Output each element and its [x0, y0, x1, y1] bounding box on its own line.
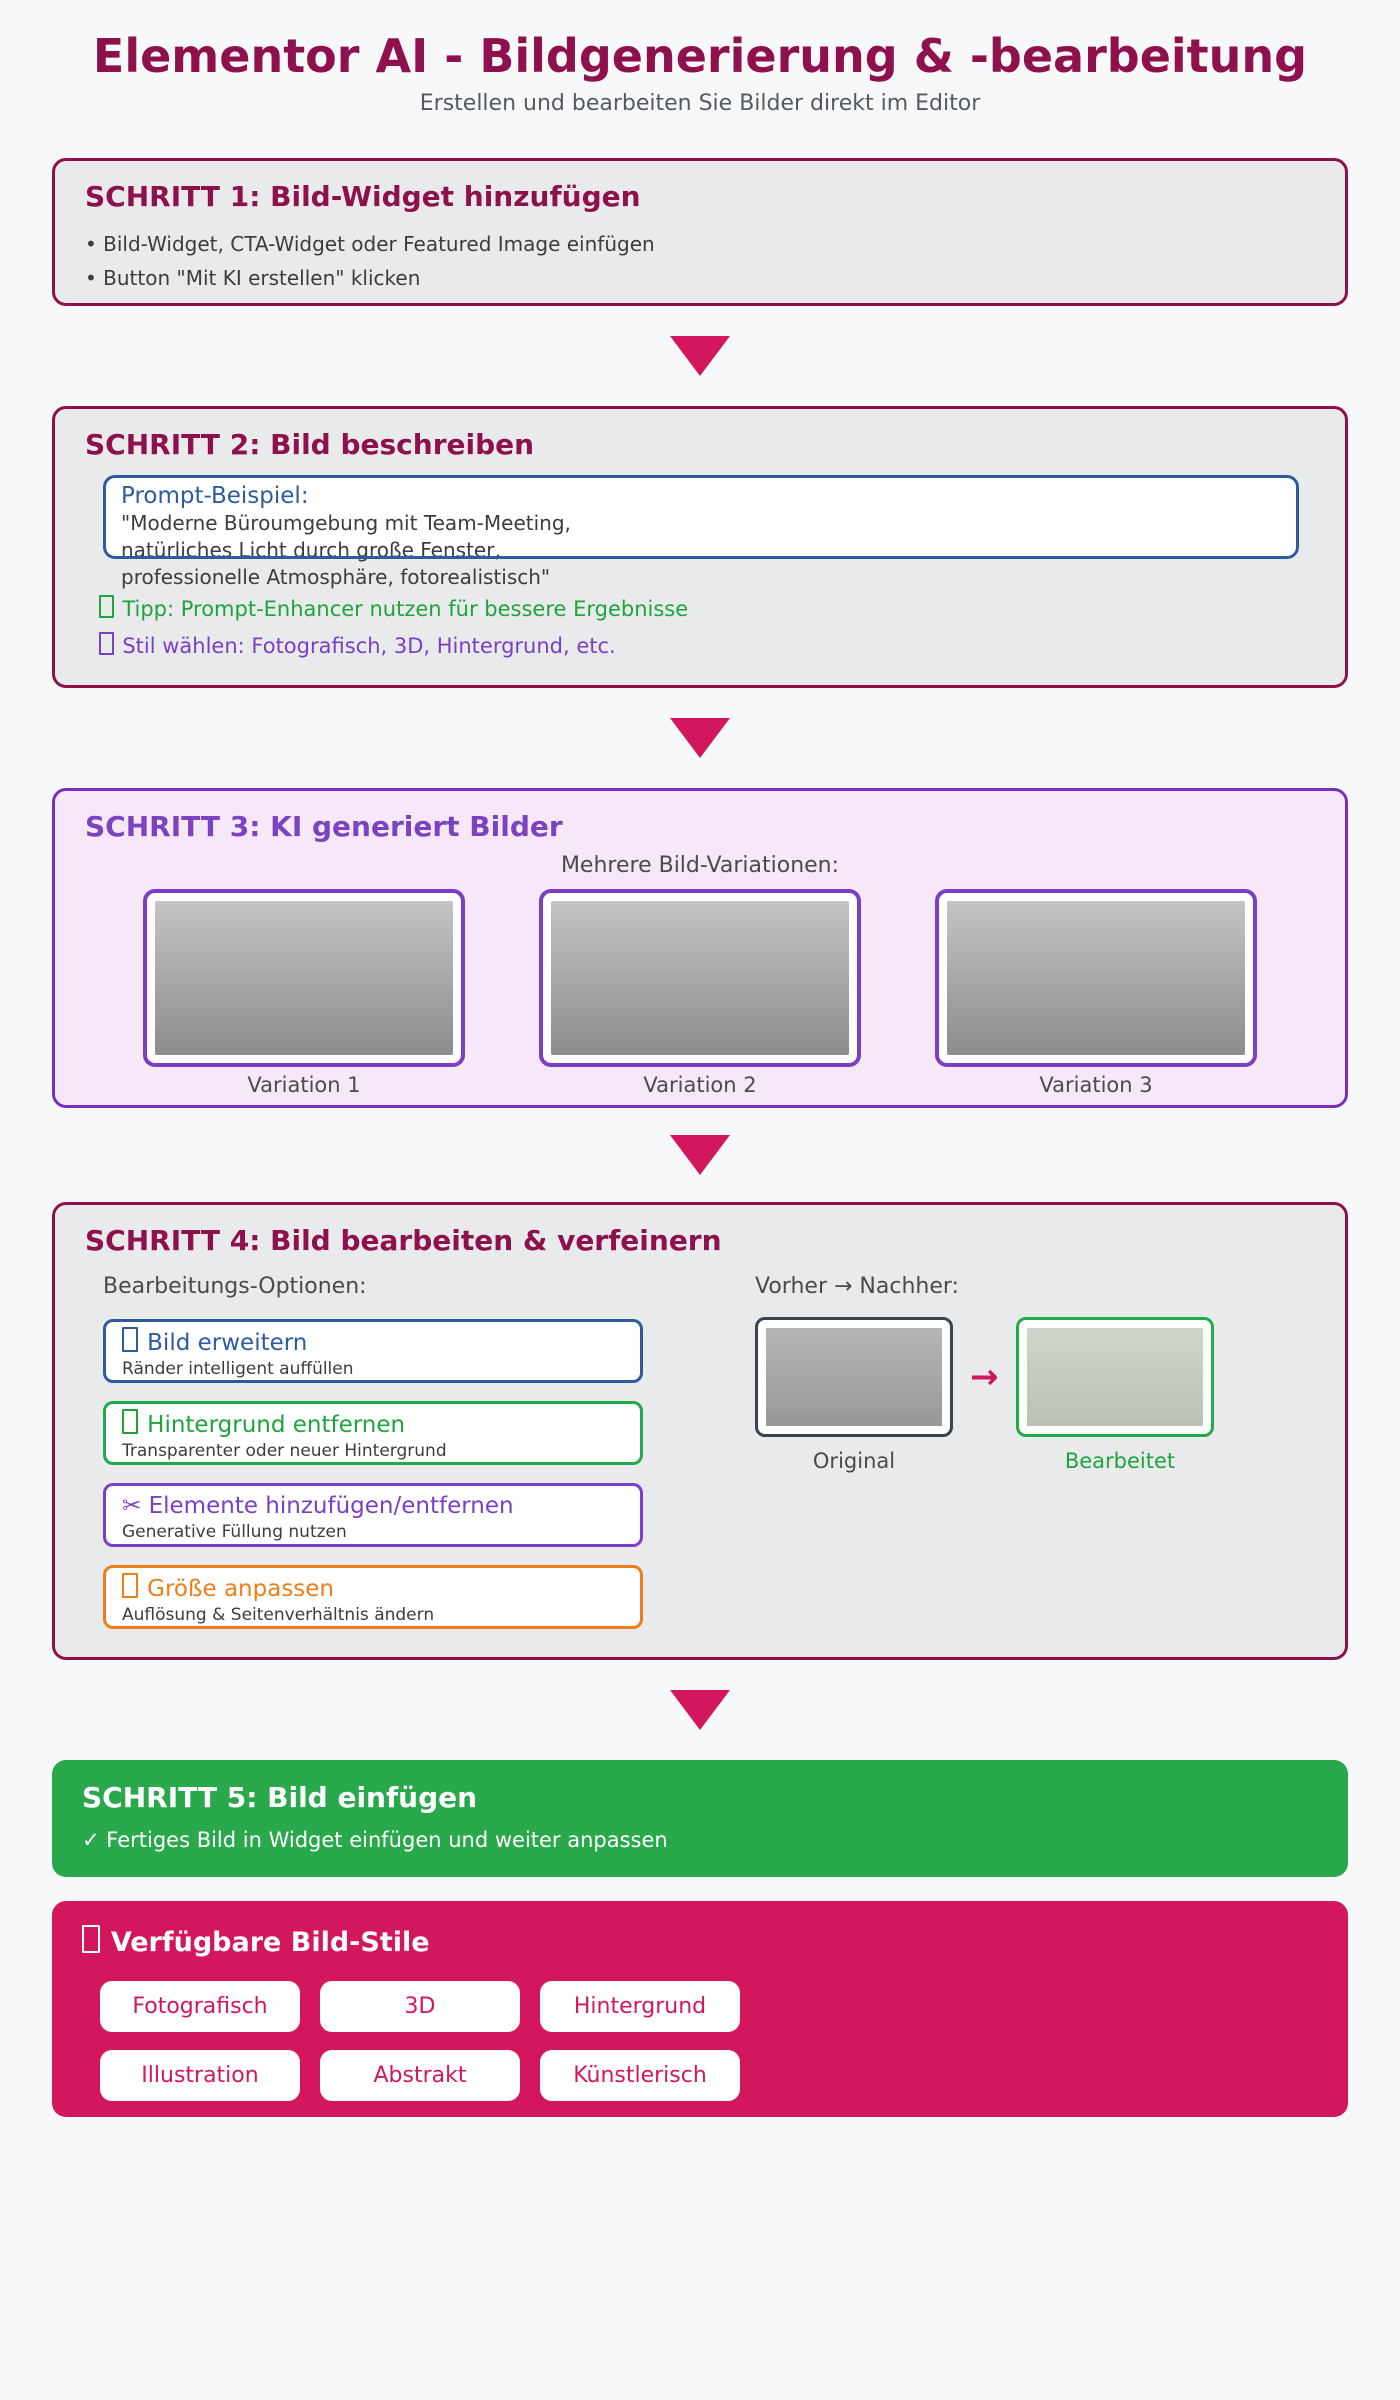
option-title: Hintergrund entfernen	[147, 1411, 406, 1438]
prompt-line: professionelle Atmosphäre, fotorealistisch"	[121, 564, 551, 589]
step1-bullet: • Bild-Widget, CTA-Widget oder Featured Image einfügen	[85, 231, 655, 256]
variation-card	[539, 889, 861, 1067]
after-label: Bearbeitet	[1064, 1448, 1176, 1473]
prompt-label: Prompt-Beispiel:	[121, 482, 309, 509]
style-pill-grid	[100, 1981, 740, 2101]
option-card-remove-background	[103, 1401, 643, 1465]
style-hint-text: Stil wählen: Fotografisch, 3D, Hintergrund, etc.	[99, 632, 1315, 658]
options-heading: Bearbeitungs-Optionen:	[103, 1273, 367, 1299]
style-pill-3d: 3D	[320, 1981, 520, 2032]
after-image-card	[1016, 1317, 1214, 1437]
variations-subtitle: Mehrere Bild-Variationen:	[560, 852, 840, 878]
flow-arrow	[52, 688, 1348, 788]
variation-label: Variation 3	[1039, 1072, 1153, 1097]
option-card-expand-image	[103, 1319, 643, 1383]
option-subtitle: Ränder intelligent auffüllen	[122, 1358, 354, 1379]
variation-label: Variation 1	[247, 1072, 361, 1097]
flow-arrow	[52, 306, 1348, 406]
step1-bullet: • Button "Mit KI erstellen" klicken	[85, 265, 421, 290]
option-title: Größe anpassen	[147, 1575, 335, 1602]
variation-image	[155, 901, 453, 1055]
missing-glyph-icon	[82, 1925, 100, 1953]
missing-glyph-icon	[99, 595, 114, 618]
option-subtitle: Transparenter oder neuer Hintergrund	[122, 1440, 447, 1461]
page-title: Elementor AI - Bildgenerierung & -bearbeitung	[92, 29, 1308, 83]
option-subtitle: Generative Füllung nutzen	[122, 1521, 347, 1542]
style-pill-hintergrund: Hintergrund	[540, 1981, 740, 2032]
before-image-card	[755, 1317, 953, 1437]
flow-arrow	[52, 1660, 1348, 1760]
style-pill-abstrakt: Abstrakt	[320, 2050, 520, 2101]
missing-glyph-icon	[122, 1409, 138, 1434]
style-pill-illustration: Illustration	[100, 2050, 300, 2101]
option-title: Bild erweitern	[147, 1329, 308, 1356]
after-image	[1027, 1328, 1203, 1426]
page-subtitle: Erstellen und bearbeiten Sie Bilder direkt im Editor	[419, 90, 981, 116]
variation-label: Variation 2	[643, 1072, 757, 1097]
arrow-down-icon	[670, 1690, 730, 1730]
styles-box	[52, 1901, 1348, 2117]
step4-box	[52, 1202, 1348, 1660]
variation-image	[551, 901, 849, 1055]
option-card-add-remove-elements	[103, 1483, 643, 1547]
variation-card	[143, 889, 465, 1067]
arrow-down-icon	[670, 1135, 730, 1175]
option-title: Elemente hinzufügen/entfernen	[148, 1492, 514, 1519]
before-image	[766, 1328, 942, 1426]
step3-title: SCHRITT 3: KI generiert Bilder	[85, 809, 563, 843]
prompt-line: natürliches Licht durch große Fenster,	[121, 537, 501, 562]
arrow-down-icon	[670, 336, 730, 376]
styles-title: Verfügbare Bild-Stile	[82, 1925, 1318, 1959]
arrow-down-icon	[670, 718, 730, 758]
variation-card	[935, 889, 1257, 1067]
option-card-resize	[103, 1565, 643, 1629]
before-label: Original	[812, 1448, 896, 1473]
tip-text: Tipp: Prompt-Enhancer nutzen für bessere Ergebnisse	[99, 595, 1315, 621]
option-subtitle: Auflösung & Seitenverhältnis ändern	[122, 1604, 435, 1625]
step1-box	[52, 158, 1348, 306]
arrow-right-icon: →	[970, 1356, 999, 1397]
prompt-line: "Moderne Büroumgebung mit Team-Meeting,	[121, 510, 571, 535]
step2-box	[52, 406, 1348, 688]
step4-title: SCHRITT 4: Bild bearbeiten & verfeinern	[85, 1223, 722, 1257]
step5-note: ✓ Fertiges Bild in Widget einfügen und weiter anpassen	[82, 1827, 668, 1852]
variation-image	[947, 901, 1245, 1055]
step5-box	[52, 1760, 1348, 1877]
step2-title: SCHRITT 2: Bild beschreiben	[85, 427, 535, 461]
style-pill-kuenstlerisch: Künstlerisch	[540, 2050, 740, 2101]
compare-heading: Vorher → Nachher:	[755, 1273, 959, 1299]
missing-glyph-icon	[99, 632, 114, 655]
flow-arrow	[52, 1108, 1348, 1202]
step1-title: SCHRITT 1: Bild-Widget hinzufügen	[85, 179, 641, 213]
prompt-example-box	[103, 475, 1299, 589]
step5-title: SCHRITT 5: Bild einfügen	[82, 1780, 478, 1814]
missing-glyph-icon	[122, 1327, 138, 1352]
missing-glyph-icon	[122, 1573, 138, 1598]
step3-box	[52, 788, 1348, 1108]
scissors-icon: ✂	[122, 1492, 142, 1519]
style-pill-fotografisch: Fotografisch	[100, 1981, 300, 2032]
